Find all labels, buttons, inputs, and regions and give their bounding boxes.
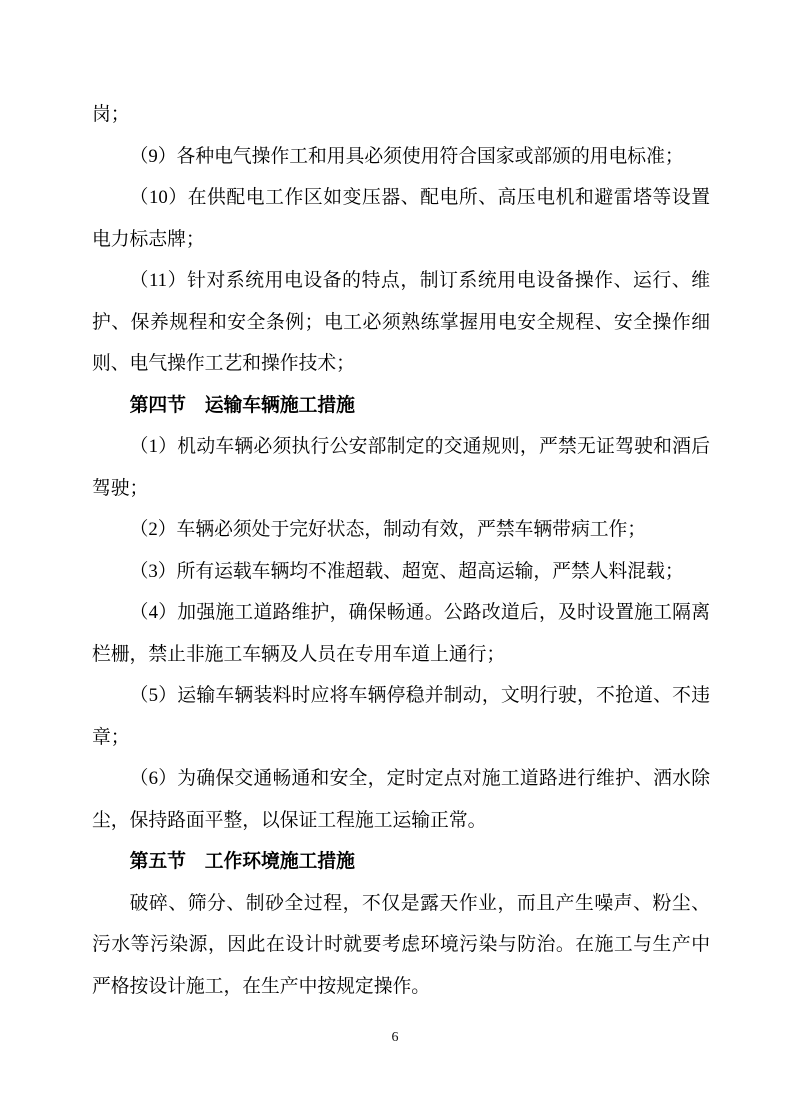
- section-heading-5: 第五节 工作环境施工措施: [129, 851, 355, 872]
- paragraph-body-env: 破碎、筛分、制砂全过程，不仅是露天作业，而且产生噪声、粉尘、污水等污染源，因此在设计时就要考虑环境污染与防治。在施工与生产中严格按设计施工，在生产中按规定操作。: [92, 892, 710, 997]
- paragraph-item-2: （2）车辆必须处于完好状态，制动有效，严禁车辆带病工作；: [129, 519, 647, 540]
- paragraph-item-5: （5）运输车辆装料时应将车辆停稳并制动，文明行驶，不抢道、不违章；: [92, 685, 710, 748]
- paragraph-item-11: （11）针对系统用电设备的特点，制订系统用电设备操作、运行、维护、保养规程和安全条例；电工必须熟练掌握用电安全规程、安全操作细则、电气操作工艺和操作技术；: [92, 270, 710, 374]
- paragraph-item-9: （9）各种电气操作工和用具必须使用符合国家或部颁的用电标准；: [129, 145, 684, 167]
- paragraph-item-6: （6）为确保交通畅通和安全，定时定点对施工道路进行维护、洒水除尘，保持路面平整，以保证工程施工运输正常。: [92, 768, 710, 831]
- paragraph-item-1: （1）机动车辆必须执行公安部制定的交通规则，严禁无证驾驶和酒后驾驶；: [92, 436, 710, 499]
- paragraph-item-3: （3）所有运载车辆均不准超载、超宽、超高运输，严禁人料混载；: [129, 560, 684, 582]
- paragraph-continuation: 岗；: [92, 104, 130, 125]
- document-body: [92, 94, 710, 1007]
- paragraph-item-10: （10）在供配电工作区如变压器、配电所、高压电机和避雷塔等设置电力标志牌；: [92, 187, 710, 250]
- section-heading-4: 第四节 运输车辆施工措施: [129, 394, 355, 416]
- page-footer: [0, 1028, 790, 1048]
- page-number: 6: [391, 1030, 399, 1045]
- paragraph-item-4: （4）加强施工道路维护，确保畅通。公路改道后，及时设置施工隔离栏栅，禁止非施工车辆及人员在专用车道上通行；: [92, 602, 710, 665]
